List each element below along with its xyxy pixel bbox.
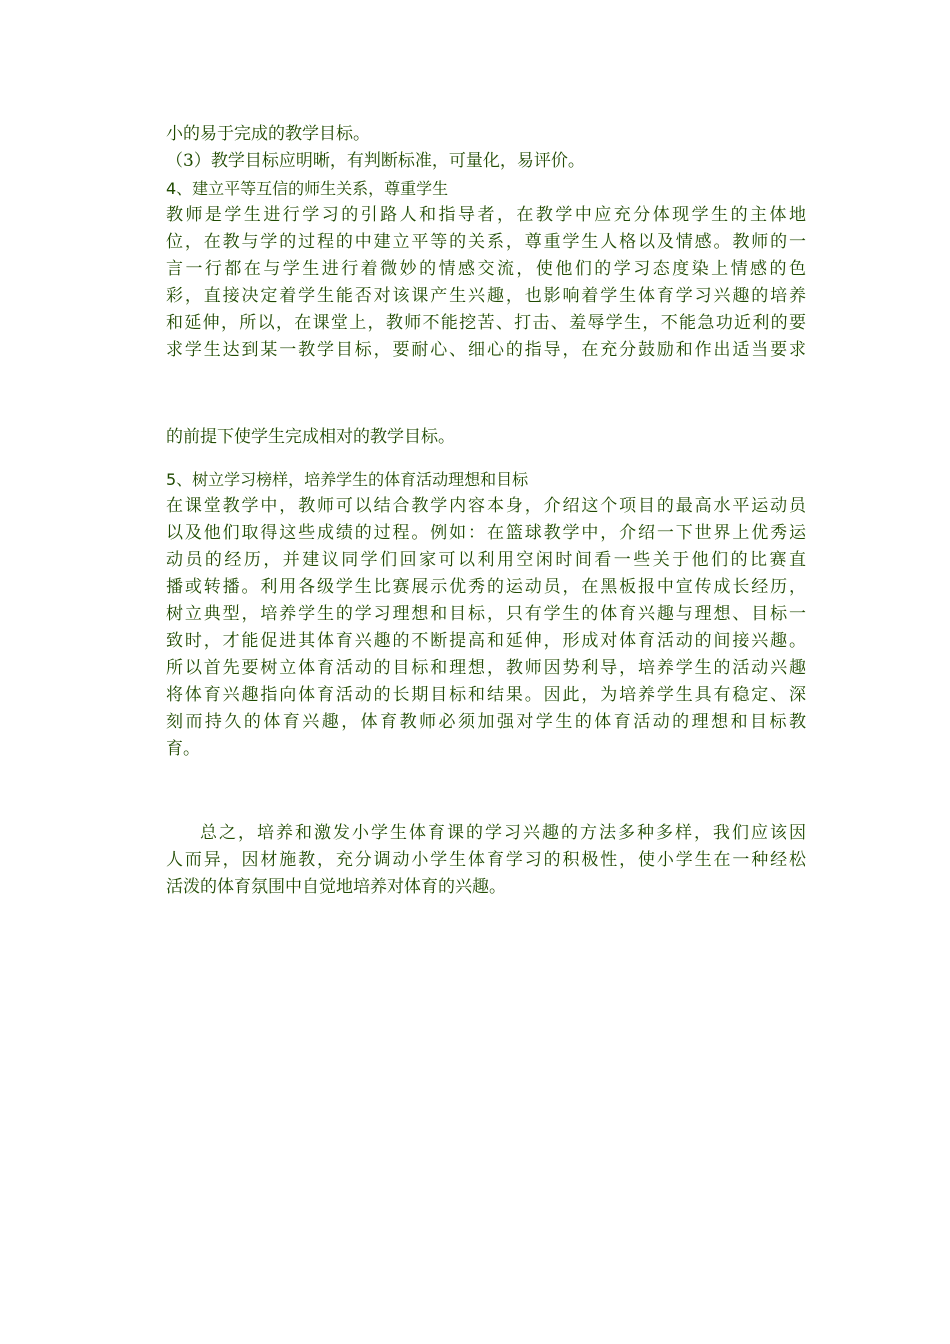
continued-text-line: 小的易于完成的教学目标。 [166, 124, 370, 144]
section-block-1 [166, 121, 806, 364]
section-heading-4: 4、建立平等互信的师生关系，尊重学生 [166, 179, 449, 198]
paragraph-line: 致时，才能促进其体育兴趣的不断提高和延伸，形成对体育活动的间接兴趣。 [166, 631, 806, 651]
point-3-text: （3）教学目标应明晰，有判断标准，可量化，易评价。 [166, 151, 585, 171]
paragraph-line: 求学生达到某一教学目标，要耐心、细心的指导，在充分鼓励和作出适当要求 [166, 340, 806, 360]
paragraph-line: 所以首先要树立体育活动的目标和理想，教师因势利导，培养学生的活动兴趣 [166, 658, 806, 678]
paragraph-line: 将体育兴趣指向体育活动的长期目标和结果。因此，为培养学生具有稳定、深 [166, 685, 806, 705]
paragraph-last-line: 育。 [166, 739, 200, 759]
section-block-2 [166, 466, 806, 763]
paragraph-line: 以及他们取得这些成绩的过程。例如：在篮球教学中，介绍一下世界上优秀运 [166, 523, 806, 543]
paragraph-line: 在课堂教学中，教师可以结合教学内容本身，介绍这个项目的最高水平运动员 [166, 496, 806, 516]
paragraph-line: 彩，直接决定着学生能否对该课产生兴趣，也影响着学生体育学习兴趣的培养 [166, 286, 806, 306]
summary-last-line: 活泼的体育氛围中自觉地培养对体育的兴趣。 [166, 877, 506, 897]
summary-block [166, 820, 806, 901]
paragraph-last-line: 的前提下使学生完成相对的教学目标。 [166, 427, 455, 447]
paragraph-line: 刻而持久的体育兴趣，体育教师必须加强对学生的体育活动的理想和目标教 [166, 712, 806, 732]
paragraph-line: 位，在教与学的过程的中建立平等的关系，尊重学生人格以及情感。教师的一 [166, 232, 806, 252]
section-heading-5: 5、树立学习榜样，培养学生的体育活动理想和目标 [166, 470, 529, 489]
summary-line: 总之，培养和激发小学生体育课的学习兴趣的方法多种多样，我们应该因 [200, 823, 806, 843]
paragraph-line: 教师是学生进行学习的引路人和指导者，在教学中应充分体现学生的主体地 [166, 205, 806, 225]
summary-line: 人而异，因材施教，充分调动小学生体育学习的积极性，使小学生在一种经松 [166, 850, 806, 870]
paragraph-line: 树立典型，培养学生的学习理想和目标，只有学生的体育兴趣与理想、目标一 [166, 604, 806, 624]
section-block-1-end [166, 424, 806, 451]
paragraph-line: 和延伸，所以，在课堂上，教师不能挖苦、打击、羞辱学生，不能急功近利的要 [166, 313, 806, 333]
paragraph-line: 言一行都在与学生进行着微妙的情感交流，使他们的学习态度染上情感的色 [166, 259, 806, 279]
paragraph-line: 播或转播。利用各级学生比赛展示优秀的运动员，在黑板报中宣传成长经历， [166, 577, 806, 597]
paragraph-line: 动员的经历，并建议同学们回家可以利用空闲时间看一些关于他们的比赛直 [166, 550, 806, 570]
